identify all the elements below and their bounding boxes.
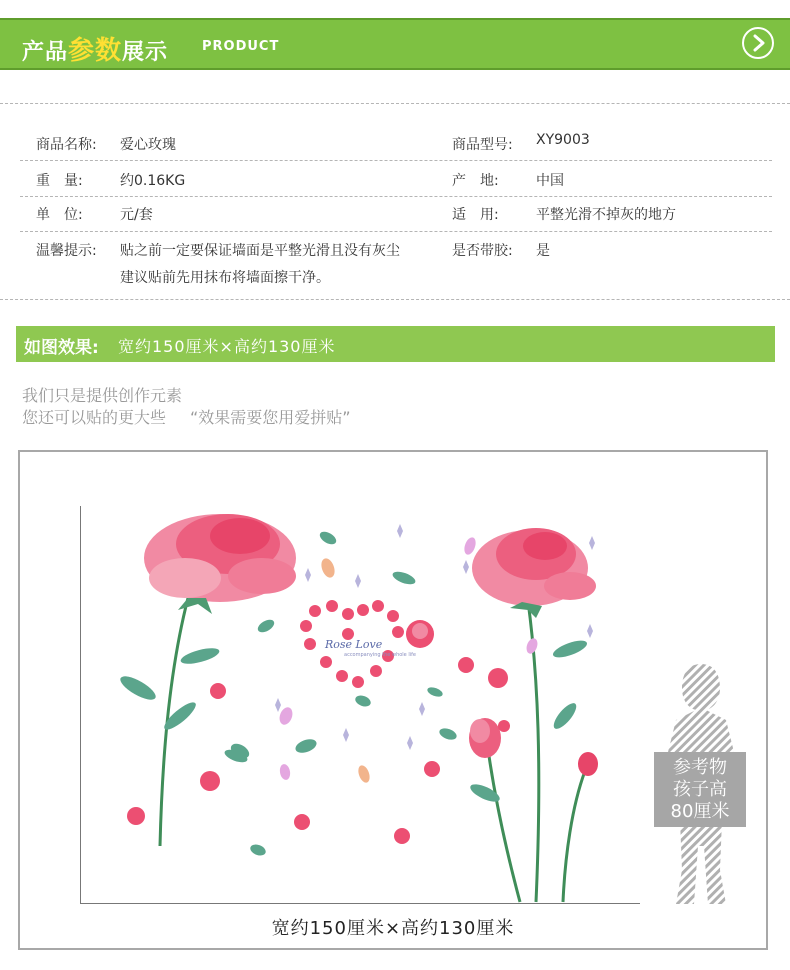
spec-value: 爱心玫瑰 — [120, 137, 176, 153]
intro-line-1: 我们只是提供创作元素 — [22, 386, 183, 405]
spec-label: 商品型号: — [452, 137, 513, 153]
spec-value: 是 — [536, 243, 550, 259]
spec-label: 温馨提示: — [36, 243, 97, 259]
spec-value: 平整光滑不掉灰的地方 — [536, 207, 676, 223]
spec-label: 产 地: — [452, 173, 499, 189]
spec-value: XY9003 — [536, 132, 590, 148]
intro-line-2 — [22, 405, 351, 428]
effect-label: 如图效果: — [24, 338, 99, 358]
dimension-caption: 宽约150厘米×高约130厘米 — [271, 918, 515, 939]
reference-line: 80厘米 — [670, 801, 730, 822]
spec-label: 适 用: — [452, 207, 499, 223]
spec-value: 元/套 — [120, 207, 153, 223]
spec-label: 是否带胶: — [452, 243, 513, 259]
wall-sticker-scene — [80, 506, 640, 904]
intro-quote: “效果需要您用爱拼贴” — [190, 408, 351, 427]
reference-label — [654, 752, 746, 827]
banner-title — [22, 30, 168, 67]
header-banner — [0, 18, 790, 70]
divider — [20, 196, 772, 197]
banner-title-highlight: 参数 — [68, 36, 123, 66]
divider — [0, 299, 790, 300]
product-image-frame — [18, 450, 768, 950]
banner-subtitle: PRODUCT — [202, 39, 280, 54]
banner-title-part: 产品 — [22, 40, 69, 65]
rose-illustration — [80, 506, 640, 904]
spec-label: 商品名称: — [36, 137, 97, 153]
divider — [20, 231, 772, 232]
next-arrow-icon[interactable] — [742, 27, 774, 59]
script-text: Rose Love — [325, 638, 383, 651]
effect-bar — [16, 326, 775, 362]
spec-label: 单 位: — [36, 207, 83, 223]
spec-value: 贴之前一定要保证墙面是平整光滑且没有灰尘 — [120, 243, 400, 259]
script-subtext: accompanying the whole life — [344, 652, 416, 658]
reference-line: 孩子高 — [673, 779, 727, 800]
spec-value: 中国 — [536, 173, 564, 189]
spec-value-line2: 建议贴前先用抹布将墙面擦干净。 — [120, 270, 330, 286]
banner-title-part: 展示 — [122, 40, 169, 65]
spec-value: 约0.16KG — [120, 173, 186, 189]
divider — [20, 160, 772, 161]
reference-line: 参考物 — [673, 757, 727, 778]
intro-text: 您还可以贴的更大些 — [22, 408, 167, 427]
effect-value: 宽约150厘米×高约130厘米 — [118, 337, 336, 356]
spec-label: 重 量: — [36, 173, 83, 189]
divider — [0, 103, 790, 104]
